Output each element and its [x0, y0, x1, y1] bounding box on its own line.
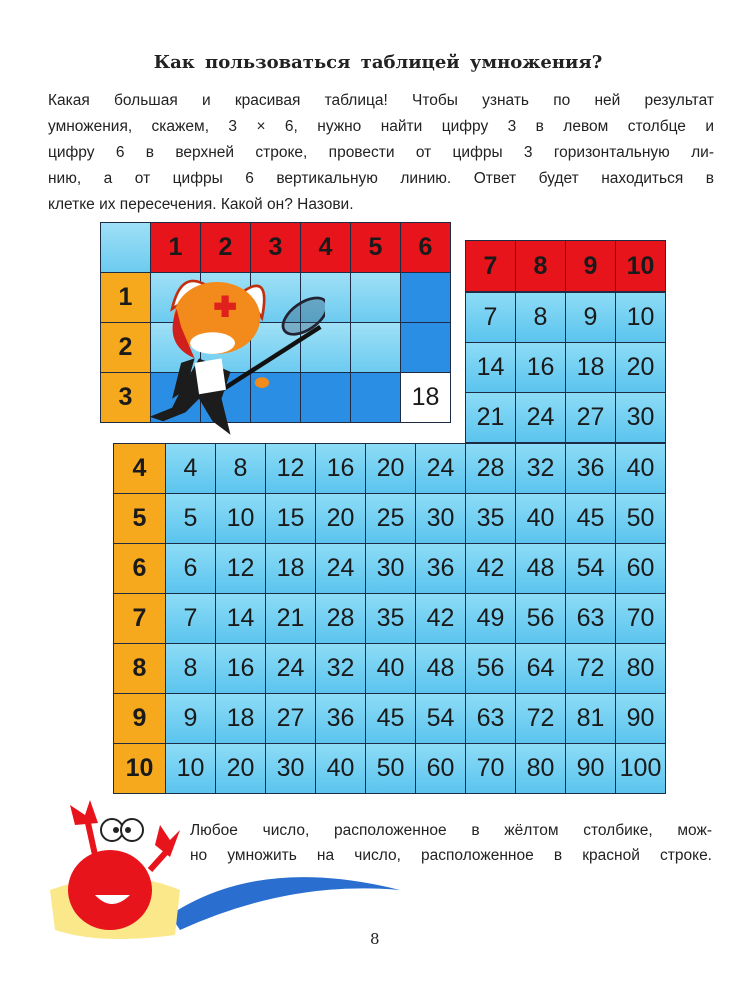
- table-cell: 9: [565, 292, 616, 343]
- table-cell: 64: [515, 643, 566, 694]
- table-cell: 45: [365, 693, 416, 744]
- table-cell: 10: [165, 743, 216, 794]
- table-cell: 8: [215, 443, 266, 494]
- row-header: 5: [113, 493, 166, 544]
- row-header: 7: [113, 593, 166, 644]
- table-cell: 18: [215, 693, 266, 744]
- column-header: 10: [615, 240, 666, 292]
- table-cell: 70: [465, 743, 516, 794]
- table-cell: 30: [265, 743, 316, 794]
- column-header: 6: [400, 222, 451, 273]
- intro-line: умножения, скажем, 3 × 6, нужно найти цифру 3 в левом столбце и: [48, 118, 714, 135]
- table-cell: 4: [165, 443, 216, 494]
- table-cell: 54: [565, 543, 616, 594]
- table-cell: 15: [265, 493, 316, 544]
- table-cell: 10: [615, 292, 666, 343]
- fox-illustration: [145, 273, 325, 441]
- table-cell: 60: [415, 743, 466, 794]
- table-cell: 100: [615, 743, 666, 794]
- table-cell: 21: [465, 392, 516, 443]
- column-header: 7: [465, 240, 516, 292]
- table-cell: 48: [515, 543, 566, 594]
- table-cell: 80: [615, 643, 666, 694]
- footer-line: Любое число, расположенное в жёлтом столбике, мож-: [190, 822, 712, 839]
- intro-paragraph: [48, 88, 714, 218]
- table-cell: 40: [615, 443, 666, 494]
- table-cell: 20: [615, 342, 666, 393]
- table-cell: 16: [315, 443, 366, 494]
- footer-line: но умножить на число, расположенное в красной строке.: [190, 847, 712, 864]
- column-header: 8: [515, 240, 566, 292]
- table-cell: 6: [165, 543, 216, 594]
- row-header: 4: [113, 443, 166, 494]
- row-header: 1: [100, 272, 151, 323]
- table-cell: 50: [615, 493, 666, 544]
- table-cell: 30: [415, 493, 466, 544]
- table-cell: 16: [515, 342, 566, 393]
- table-cell: 18: [265, 543, 316, 594]
- table-cell: 12: [215, 543, 266, 594]
- table-cell: 24: [415, 443, 466, 494]
- page-title: Как пользоваться таблицей умножения?: [153, 52, 603, 73]
- table-cell: 27: [265, 693, 316, 744]
- table-cell: [350, 272, 401, 323]
- table-cell: [400, 272, 451, 323]
- table-cell: 72: [515, 693, 566, 744]
- table-cell: 20: [365, 443, 416, 494]
- table-cell: 16: [215, 643, 266, 694]
- table-cell: 54: [415, 693, 466, 744]
- table-cell: 5: [165, 493, 216, 544]
- table-cell: 25: [365, 493, 416, 544]
- table-cell: 24: [265, 643, 316, 694]
- table-cell: 72: [565, 643, 616, 694]
- table-cell: 12: [265, 443, 316, 494]
- table-cell: 24: [515, 392, 566, 443]
- table-cell: 90: [615, 693, 666, 744]
- column-header: 3: [250, 222, 301, 273]
- table-cell: 30: [365, 543, 416, 594]
- intro-line: клетке их пересечения. Какой он? Назови.: [48, 196, 354, 213]
- table-cell: 7: [165, 593, 216, 644]
- table-cell: [350, 322, 401, 373]
- table-cell: 40: [315, 743, 366, 794]
- table-cell: 28: [315, 593, 366, 644]
- row-header: 3: [100, 372, 151, 423]
- table-cell: 56: [515, 593, 566, 644]
- table-cell: 49: [465, 593, 516, 644]
- table-cell: 81: [565, 693, 616, 744]
- table-cell: 56: [465, 643, 516, 694]
- page-number: 8: [370, 930, 380, 948]
- table-cell: 48: [415, 643, 466, 694]
- table-cell: 32: [315, 643, 366, 694]
- column-header: 9: [565, 240, 616, 292]
- table-cell: 8: [165, 643, 216, 694]
- table-cell: 24: [315, 543, 366, 594]
- table-cell: 90: [565, 743, 616, 794]
- table-cell: [350, 372, 401, 423]
- column-header: 2: [200, 222, 251, 273]
- table-cell: [400, 322, 451, 373]
- row-header: 6: [113, 543, 166, 594]
- table-cell: 28: [465, 443, 516, 494]
- table-cell: 36: [415, 543, 466, 594]
- table-cell: 40: [515, 493, 566, 544]
- intro-line: Какая большая и красивая таблица! Чтобы узнать по ней результат: [48, 92, 714, 109]
- table-cell: 18: [565, 342, 616, 393]
- table-cell: 45: [565, 493, 616, 544]
- table-cell: 14: [465, 342, 516, 393]
- table-cell: 20: [315, 493, 366, 544]
- table-cell: 70: [615, 593, 666, 644]
- table-cell: 63: [465, 693, 516, 744]
- table-cell: 35: [365, 593, 416, 644]
- table-cell: 60: [615, 543, 666, 594]
- table-cell: 10: [215, 493, 266, 544]
- table-cell: 20: [215, 743, 266, 794]
- table-cell: 8: [515, 292, 566, 343]
- intro-line: нию, а от цифры 6 вертикальную линию. Ответ будет находиться в: [48, 170, 714, 187]
- table-cell: 27: [565, 392, 616, 443]
- table-cell: 14: [215, 593, 266, 644]
- table-cell: 80: [515, 743, 566, 794]
- footer-paragraph: [190, 818, 712, 868]
- row-header: 2: [100, 322, 151, 373]
- table-cell: 40: [365, 643, 416, 694]
- table-cell: 21: [265, 593, 316, 644]
- table-cell: 35: [465, 493, 516, 544]
- table-cell: 9: [165, 693, 216, 744]
- table-cell: 32: [515, 443, 566, 494]
- row-header: 9: [113, 693, 166, 744]
- corner-cell: [100, 222, 151, 273]
- table-cell: 36: [565, 443, 616, 494]
- table-cell: 42: [415, 593, 466, 644]
- row-header: 10: [113, 743, 166, 794]
- intro-line: цифру 6 в верхней строке, провести от цифры 3 горизонтальную ли-: [48, 144, 714, 161]
- table-cell: 63: [565, 593, 616, 644]
- table-cell: 7: [465, 292, 516, 343]
- row-header: 8: [113, 643, 166, 694]
- column-header: 1: [150, 222, 201, 273]
- table-cell: 36: [315, 693, 366, 744]
- table-cell: 42: [465, 543, 516, 594]
- table-cell: 50: [365, 743, 416, 794]
- answer-cell: 18: [400, 372, 451, 423]
- column-header: 4: [300, 222, 351, 273]
- table-cell: 30: [615, 392, 666, 443]
- column-header: 5: [350, 222, 401, 273]
